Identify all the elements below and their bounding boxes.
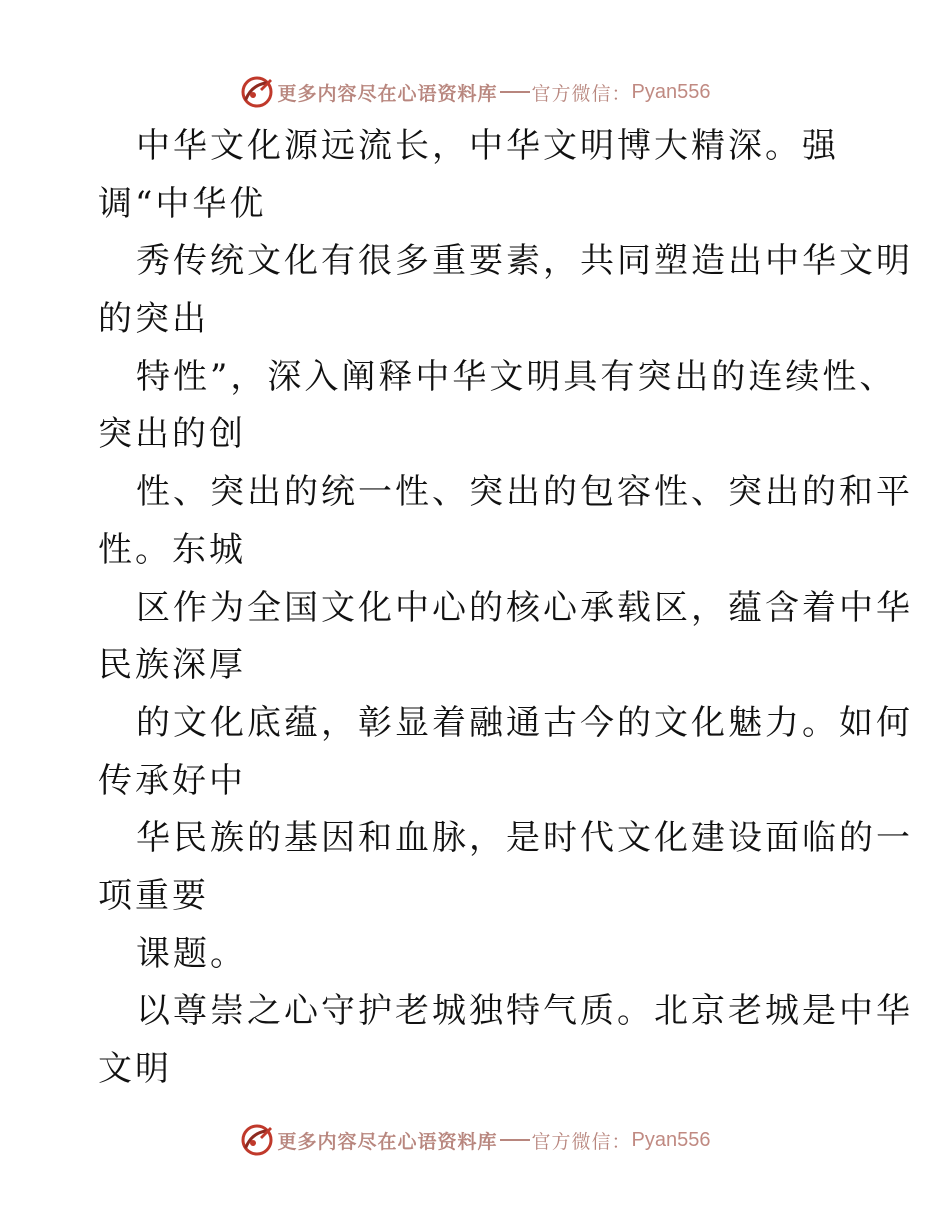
header-banner [0,72,950,112]
text-line: 区作为全国文化中心的核心承载区，蕴含着中华 [136,587,913,628]
text-line: 特性”，深入阐释中华文明具有突出的连续性、 [136,356,897,397]
text-line: 文明 [98,1049,172,1089]
document-body [98,118,913,1099]
text-line: 性、突出的统一性、突出的包容性、突出的和平 [136,472,913,513]
text-line: 民族深厚 [98,645,246,686]
wechat-id: Pyan556 [631,1128,711,1151]
text-line: 性。东城 [98,529,246,570]
text-line: 的突出 [98,299,209,340]
text-line: 的文化底蕴，彰显着融通古今的文化魅力。如何 [136,702,913,743]
text-line: 秀传统文化有很多重要素，共同塑造出中华文明 [136,241,913,282]
text-line: 调“中华优 [98,183,267,224]
text-line: 中华文化源远流长，中华文明博大精深。强 [136,126,839,166]
wechat-id: Pyan556 [631,80,711,103]
logo-icon [240,75,274,109]
banner-divider [500,91,530,93]
text-line: 项重要 [98,875,209,916]
logo-icon [240,1123,274,1157]
banner-divider [500,1139,530,1141]
text-line: 课题。 [136,933,247,974]
text-line: 传承好中 [98,760,246,801]
footer-banner [0,1120,950,1160]
banner-text: 更多内容尽在心语资料库 [277,82,498,105]
text-line: 以尊崇之心守护老城独特气质。北京老城是中华 [136,991,913,1032]
wechat-label: 官方微信： [531,1130,632,1153]
text-line: 突出的创 [98,414,246,455]
text-line: 华民族的基因和血脉，是时代文化建设面临的一 [136,818,913,859]
wechat-label: 官方微信： [531,82,632,105]
banner-text: 更多内容尽在心语资料库 [277,1130,498,1153]
